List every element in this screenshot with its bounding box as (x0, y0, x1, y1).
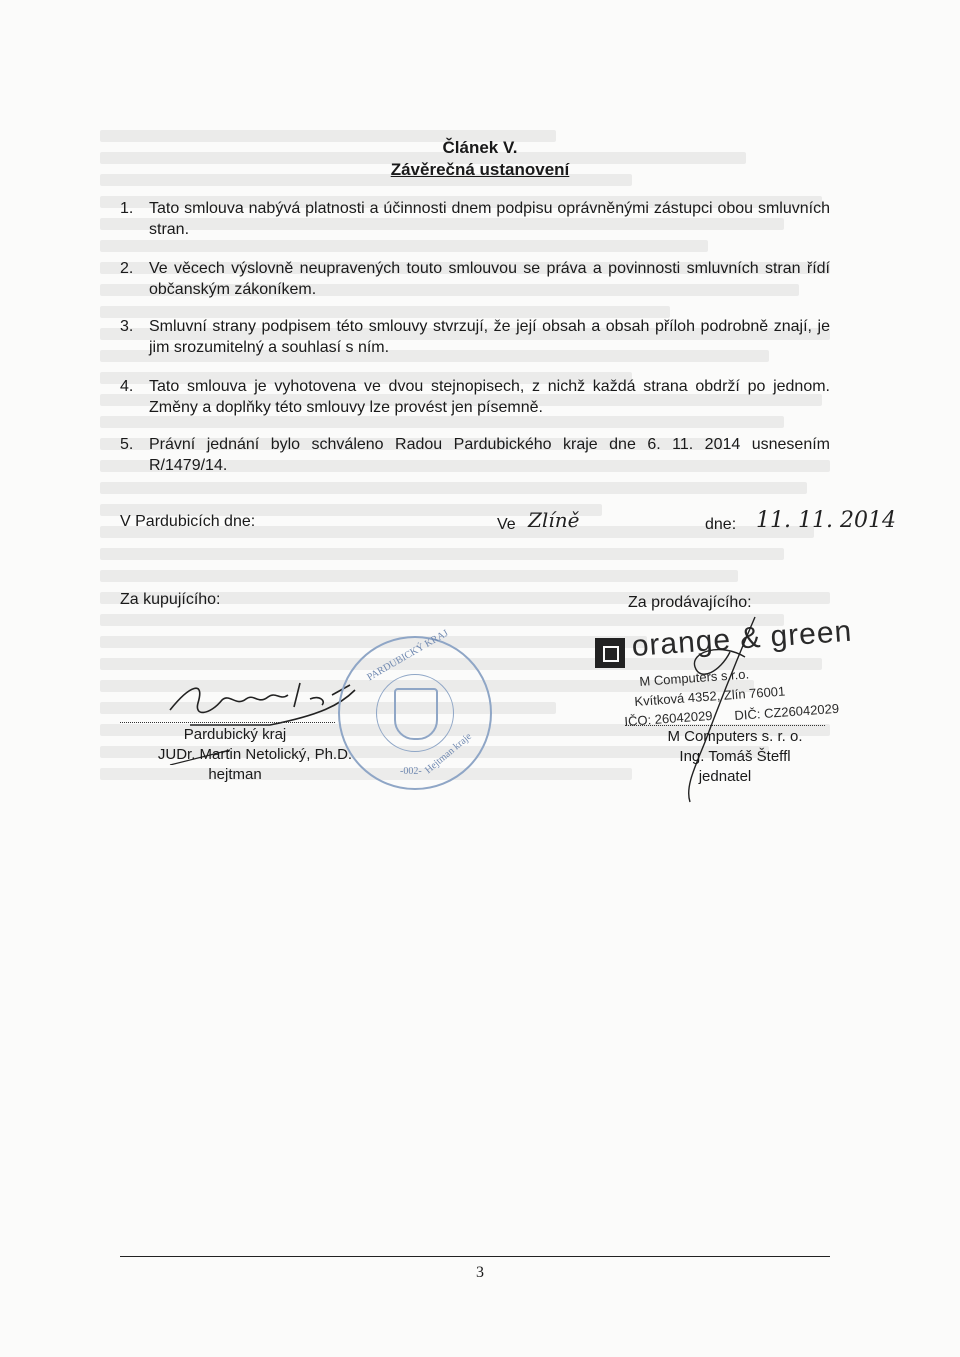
clause-2 (120, 258, 830, 300)
seller-place-prefix: Ve (497, 516, 516, 533)
seller-label: Za prodávajícího: (628, 594, 752, 611)
stamp-ico: IČO: 26042029 (623, 707, 713, 729)
seller-signature-line (625, 725, 825, 726)
company-logo-icon (595, 638, 625, 668)
clause-number: 5. (120, 436, 134, 453)
coat-of-arms-icon (394, 688, 438, 740)
clause-number: 4. (120, 378, 134, 395)
clause-number: 1. (120, 200, 134, 217)
seller-date-handwritten: 11. 11. 2014 (756, 508, 896, 533)
seller-name-line2: Ing. Tomáš Šteffl (679, 748, 791, 765)
stamp-number: -002- (400, 766, 422, 777)
clause-number: 3. (120, 318, 134, 335)
buyer-label: Za kupujícího: (120, 591, 221, 608)
regional-office-stamp (338, 627, 492, 790)
stamp-ring-text: PARDUBICKÝ KRAJ (365, 627, 451, 684)
stamp-sub-text: Hejtman kraje (423, 730, 474, 777)
footer-rule (120, 1256, 830, 1257)
buyer-role: hejtman (208, 766, 262, 783)
buyer-org: Pardubický kraj (183, 726, 287, 743)
clause-4 (120, 376, 830, 418)
article-number: Článek V. (442, 138, 518, 157)
buyer-signature-line (120, 722, 335, 723)
seller-name-line1: M Computers s. r. o. (667, 728, 803, 745)
clause-text: Právní jednání bylo schváleno Radou Pardubického kraje dne 6. 11. 2014 usnesením R/1479/14. (149, 436, 830, 474)
page-number: 3 (476, 1264, 484, 1281)
clause-number: 2. (120, 260, 134, 277)
clause-5 (120, 434, 830, 476)
buyer-place-date-label: V Pardubicích dne: (120, 513, 256, 530)
stamp-brand: orange & green (630, 614, 854, 664)
clause-3 (120, 316, 830, 358)
clause-text: Tato smlouva je vyhotovena ve dvou stejnopisech, z nichž každá strana obdrží po jednom. Změny a doplňky této smlouvy lze provést jen písemně. (149, 378, 830, 416)
stamp-company: M Computers s.r.o. (638, 666, 750, 689)
seller-place-handwritten: Zlíně (528, 508, 580, 532)
clause-text: Smluvní strany podpisem této smlouvy stvrzují, že její obsah a obsah příloh podrobně znají, je jim srozumitelný a souhlasí s ním. (149, 318, 830, 356)
buyer-name: JUDr. Martin Netolický, Ph.D. (157, 746, 353, 763)
seller-role: jednatel (698, 768, 752, 785)
clause-1 (120, 198, 830, 240)
seller-date-label: dne: (705, 516, 737, 533)
clause-text: Tato smlouva nabývá platnosti a účinnosti dnem podpisu oprávněnými zástupci obou smluvních stran. (149, 200, 830, 238)
stamp-dic: DIČ: CZ26042029 (733, 700, 840, 723)
article-title: Závěrečná ustanovení (390, 160, 570, 179)
stamp-address: Kvítková 4352, Zlín 76001 (633, 683, 786, 709)
clause-text: Ve věcech výslovně neupravených touto smlouvou se práva a povinnosti smluvních stran řídí občanským zákoníkem. (149, 260, 830, 298)
